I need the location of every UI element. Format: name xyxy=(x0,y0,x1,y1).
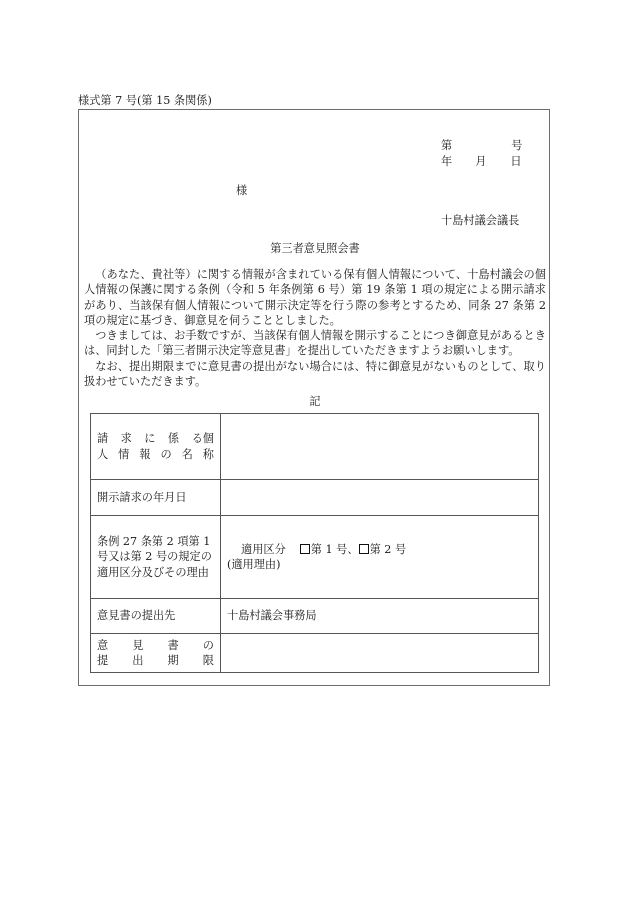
information-table xyxy=(90,413,539,673)
label-submission-destination: 意見書の提出先 xyxy=(91,599,221,634)
table-row xyxy=(91,480,539,516)
label-applicable-category xyxy=(91,516,221,599)
document-date-line xyxy=(441,154,522,169)
label-line-2: 号又は第 2 号の規定の xyxy=(97,550,212,564)
label-char: 限 xyxy=(202,654,214,667)
value-request-date[interactable] xyxy=(221,480,539,516)
value-requested-info-name[interactable] xyxy=(221,414,539,480)
number-suffix: 号 xyxy=(511,139,523,152)
option-item-2-label: 第 2 号 xyxy=(369,542,407,556)
label-request-date: 開示請求の年月日 xyxy=(91,480,221,516)
checkbox-item-1[interactable] xyxy=(300,544,310,554)
addressee-honorific: 様 xyxy=(236,184,248,197)
label-char: の xyxy=(160,447,172,461)
label-char: 出 xyxy=(132,654,144,667)
label-requested-info-name xyxy=(91,414,221,480)
label-char: 係 xyxy=(167,432,180,445)
document-title: 第三者意見照会書 xyxy=(270,242,360,255)
form-number-label: 様式第 7 号(第 15 条関係) xyxy=(78,94,212,107)
ki-heading: 記 xyxy=(309,395,321,408)
checkbox-item-2[interactable] xyxy=(359,544,369,554)
date-year: 年 xyxy=(441,155,453,168)
label-char: 報 xyxy=(139,447,151,461)
value-applicable-category xyxy=(221,516,539,599)
table-row xyxy=(91,634,539,673)
label-line-1 xyxy=(97,638,214,654)
label-line-2 xyxy=(97,653,214,669)
label-char: 期 xyxy=(167,654,179,667)
label-line-3: 適用区分及びその理由 xyxy=(97,565,209,579)
body-paragraph-3: なお、提出期限までに意見書の提出がない場合には、特に御意見がないものとして、取り扱わせていただきます。 xyxy=(84,359,546,389)
category-label: 適用区分 xyxy=(241,542,286,556)
label-char: 情 xyxy=(118,447,130,461)
label-char: 名 xyxy=(181,447,193,461)
label-line-2 xyxy=(97,447,214,463)
label-char: に xyxy=(144,432,156,445)
label-char: 人 xyxy=(97,447,109,461)
document-number-line xyxy=(441,138,522,153)
body-paragraph-2: つきましては、お手数ですが、当該保有個人情報を開示することにつき御意見があるときは、同封した「第三者開示決定等意見書」を提出していただきますようお願いします。 xyxy=(84,329,546,358)
label-submission-deadline xyxy=(91,634,221,673)
table-row xyxy=(91,516,539,599)
label-char: る個 xyxy=(191,432,214,445)
table-row xyxy=(91,599,539,634)
reason-label: (適用理由) xyxy=(227,558,281,571)
label-char: 請 xyxy=(97,432,109,445)
label-char: の xyxy=(202,638,214,652)
date-month: 月 xyxy=(475,155,487,168)
date-day: 日 xyxy=(510,155,522,168)
label-char: 提 xyxy=(97,654,109,667)
label-char: 求 xyxy=(120,432,132,445)
category-selection-line xyxy=(227,542,532,558)
body-text xyxy=(84,267,546,389)
label-char: 意 xyxy=(97,638,109,652)
option-item-1-label: 第 1 号、 xyxy=(310,542,359,556)
label-char: 書 xyxy=(167,638,179,652)
label-line-1: 条例 27 条第 2 項第 1 xyxy=(97,534,211,548)
body-paragraph-1: （あなた、貴社等）に関する情報が含まれている保有個人情報について、十島村議会の個人情報の保護に関する条例（令和 5 年条例第 6 号）第 19 条第 1 項の規定による開示請求があり、当該保有個人情報について開示決定等を行う際の参考とするため、同条 27 条第 2 項の規定に基づき、御意見を伺うこととしました。 xyxy=(84,268,546,327)
number-prefix: 第 xyxy=(441,139,453,152)
value-submission-deadline[interactable] xyxy=(221,634,539,673)
label-char: 称 xyxy=(202,447,214,461)
label-char: 見 xyxy=(132,638,144,652)
label-line-1 xyxy=(97,431,214,447)
sender-name: 十島村議会議長 xyxy=(441,214,520,227)
value-submission-destination: 十島村議会事務局 xyxy=(221,599,539,634)
table-row xyxy=(91,414,539,480)
